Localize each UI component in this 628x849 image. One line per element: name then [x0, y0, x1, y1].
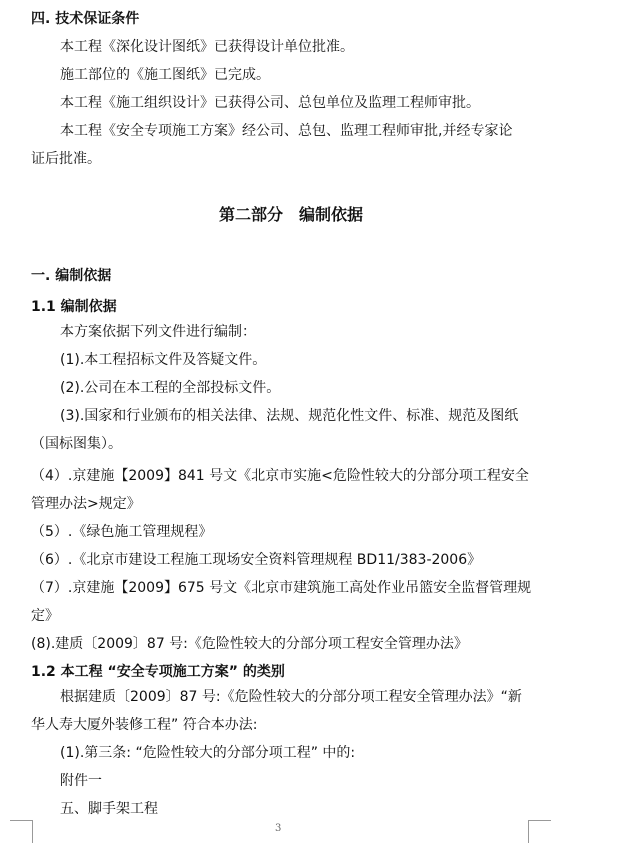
margin-corner-mark: [10, 820, 33, 843]
page-number: 3: [275, 823, 282, 834]
category-line: 华人寿大厦外装修工程” 符合本办法:: [31, 717, 258, 733]
basis-line: (1).本工程招标文件及答疑文件。: [60, 352, 267, 368]
basis-line: （4）.京建施【2009】841 号文《北京市实施<危险性较大的分部分项工程安全: [31, 468, 529, 484]
category-line: 根据建质〔2009〕87 号:《危险性较大的分部分项工程安全管理办法》“新: [60, 689, 522, 705]
margin-corner-mark: [528, 820, 551, 843]
section-four-line: 本工程《深化设计图纸》已获得设计单位批准。: [60, 39, 354, 55]
section-four-heading: 四. 技术保证条件: [31, 11, 140, 27]
basis-line: （国标图集）。: [31, 436, 122, 452]
section-four-line: 证后批准。: [31, 151, 101, 167]
basis-line: （5）.《绿色施工管理规程》: [31, 524, 213, 540]
section-four-line: 施工部位的《施工图纸》已完成。: [60, 67, 270, 83]
subsection-1-2-heading: 1.2 本工程 “安全专项施工方案” 的类别: [31, 664, 285, 680]
category-line: 五、脚手架工程: [60, 801, 158, 817]
basis-line: （7）.京建施【2009】675 号文《北京市建筑施工高处作业吊篮安全监督管理规: [31, 580, 532, 596]
basis-line: （6）.《北京市建设工程施工现场安全资料管理规程 BD11/383-2006》: [31, 552, 482, 568]
basis-line: 定》: [31, 608, 59, 624]
basis-line: (2).公司在本工程的全部投标文件。: [60, 380, 281, 396]
basis-line: (3).国家和行业颁布的相关法律、法规、规范化性文件、标准、规范及图纸: [60, 408, 519, 424]
basis-line: 本方案依据下列文件进行编制：: [60, 324, 256, 340]
basis-line: 管理办法>规定》: [31, 496, 141, 512]
basis-line: (8).建质〔2009〕87 号:《危险性较大的分部分项工程安全管理办法》: [31, 636, 468, 652]
section-one-heading: 一. 编制依据: [31, 268, 112, 284]
subsection-1-1-heading: 1.1 编制依据: [31, 299, 117, 315]
part-two-title: 第二部分 编制依据: [219, 205, 364, 224]
category-line: (1).第三条: “危险性较大的分部分项工程” 中的:: [60, 745, 356, 761]
section-four-line: 本工程《施工组织设计》已获得公司、总包单位及监理工程师审批。: [60, 95, 480, 111]
section-four-line: 本工程《安全专项施工方案》经公司、总包、监理工程师审批,并经专家论: [60, 123, 513, 139]
category-line: 附件一: [60, 773, 102, 789]
